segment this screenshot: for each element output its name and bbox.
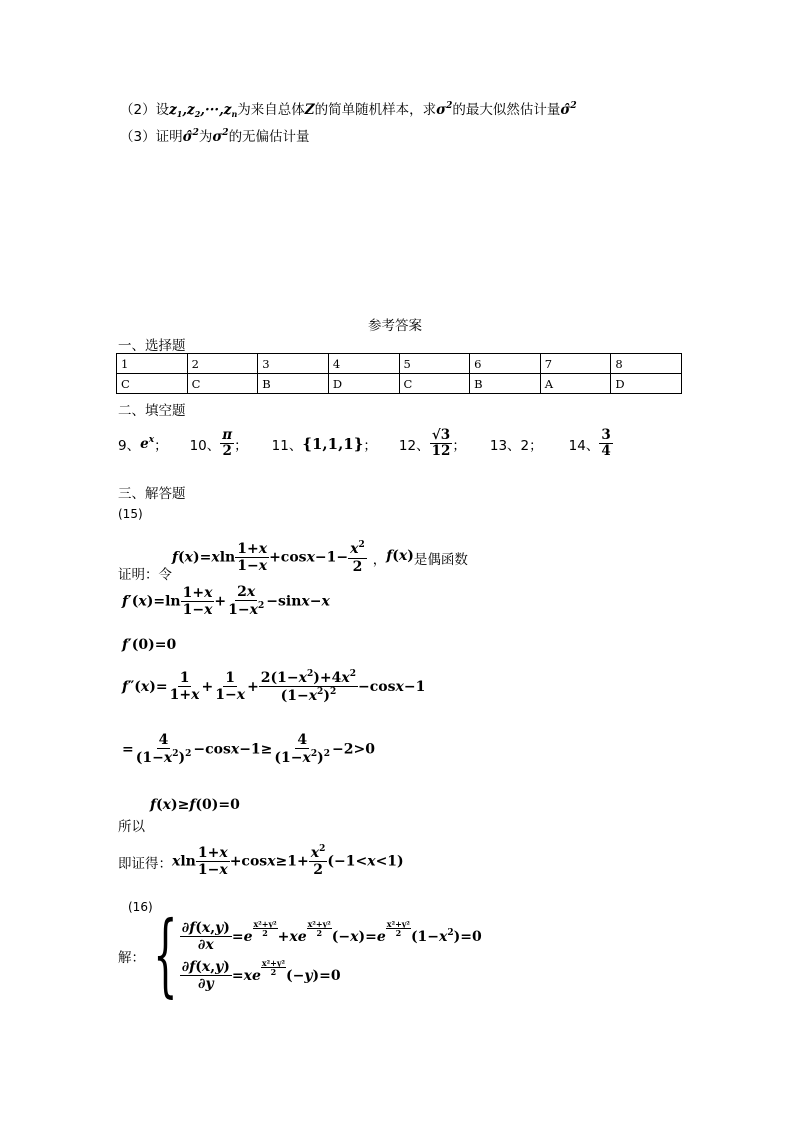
fill-answers: 9、 $e^x$ ； 10、 $\frac{\pi}{2}$ ； 11、 {1,1,1} ； 12、 $\frac{√3}{12}$ ； 13、2； 14、 $\frac{3}{4}$: [118, 427, 611, 459]
problem-16-label: (16): [128, 900, 153, 914]
table-cell: C: [117, 374, 188, 394]
table-cell: C: [187, 374, 258, 394]
table-cell: 7: [540, 354, 611, 374]
proof-15-result: 即证得： xln $\frac{1+x}{1-x}$ +cosx≥1+ $\frac{x^2}{2}$ (−1<x<1): [118, 844, 404, 879]
table-cell: 3: [258, 354, 329, 374]
table-row: [117, 354, 682, 374]
problem-2: （2）设$z_1,z_2,\cdot\cdot\cdot,z_n$为来自总体Z的简单随机样本，求$\sigma^2$的最大似然估计量σ̂$^2$: [120, 101, 577, 119]
section-fill: 二、填空题: [118, 403, 186, 419]
table-cell: 4: [328, 354, 399, 374]
table-cell: 6: [470, 354, 541, 374]
table-cell: D: [328, 374, 399, 394]
section-solve: 三、解答题: [118, 486, 186, 502]
equation-conclusion: f(x)≥f(0)=0: [150, 797, 240, 813]
table-cell: B: [470, 374, 541, 394]
table-cell: 5: [399, 354, 470, 374]
problem-15-label: (15): [118, 507, 143, 521]
problem-3: （3）证明σ̂$^2$为$\sigma^2$的无偏估计量: [120, 128, 310, 145]
answer-title: 参考答案: [368, 318, 422, 334]
equation-f-prime: f′(x)=ln $\frac{1+x}{1-x}$ + $\frac{2x}{1-x^2}$ −sinx−x: [122, 584, 330, 619]
equation-f-double-prime: f″(x)= $\frac{1}{1+x}$ + $\frac{1}{1-x}$ + $\frac{2(1-x^2)+4x^2}{(1-x^2)^2}$ −cosx−1: [122, 669, 426, 705]
solution-16: 解： { $\frac{\partial f(x,y)}{\partial x}$ =e $\frac{\text{x²+y²}}{2}$ +xe $\frac{\text{x²+y²}}{2}$ (−x)=e $\frac{\text{x²+y²}}{2}$ $(1-x^2)=0$ $\frac{\partial f(x,y)}{\partial y}$ =xe $\frac{\text{x²+y²}}{2}$ (−y)=0: [118, 904, 482, 1009]
table-cell: B: [258, 374, 329, 394]
equation-f-prime-zero: f′(0)=0: [122, 637, 177, 653]
table-cell: C: [399, 374, 470, 394]
table-cell: D: [611, 374, 682, 394]
table-cell: 2: [187, 354, 258, 374]
section-choice: 一、选择题: [118, 338, 186, 354]
equation-inequality: = $\frac{4}{(1-x^2)^2}$ −cosx−1≥ $\frac{4}{(1-x^2)^2}$ −2>0: [122, 732, 375, 767]
table-cell: 1: [117, 354, 188, 374]
table-row: [117, 374, 682, 394]
answer-table: [116, 353, 682, 394]
so-label: 所以: [118, 819, 145, 835]
table-cell: A: [540, 374, 611, 394]
table-cell: 8: [611, 354, 682, 374]
proof-15-def: 证明：令 f(x)=xln $\frac{1+x}{1-x}$ +cosx−1− $\frac{x^2}{2}$ ， f(x) 是偶函数: [118, 540, 468, 583]
